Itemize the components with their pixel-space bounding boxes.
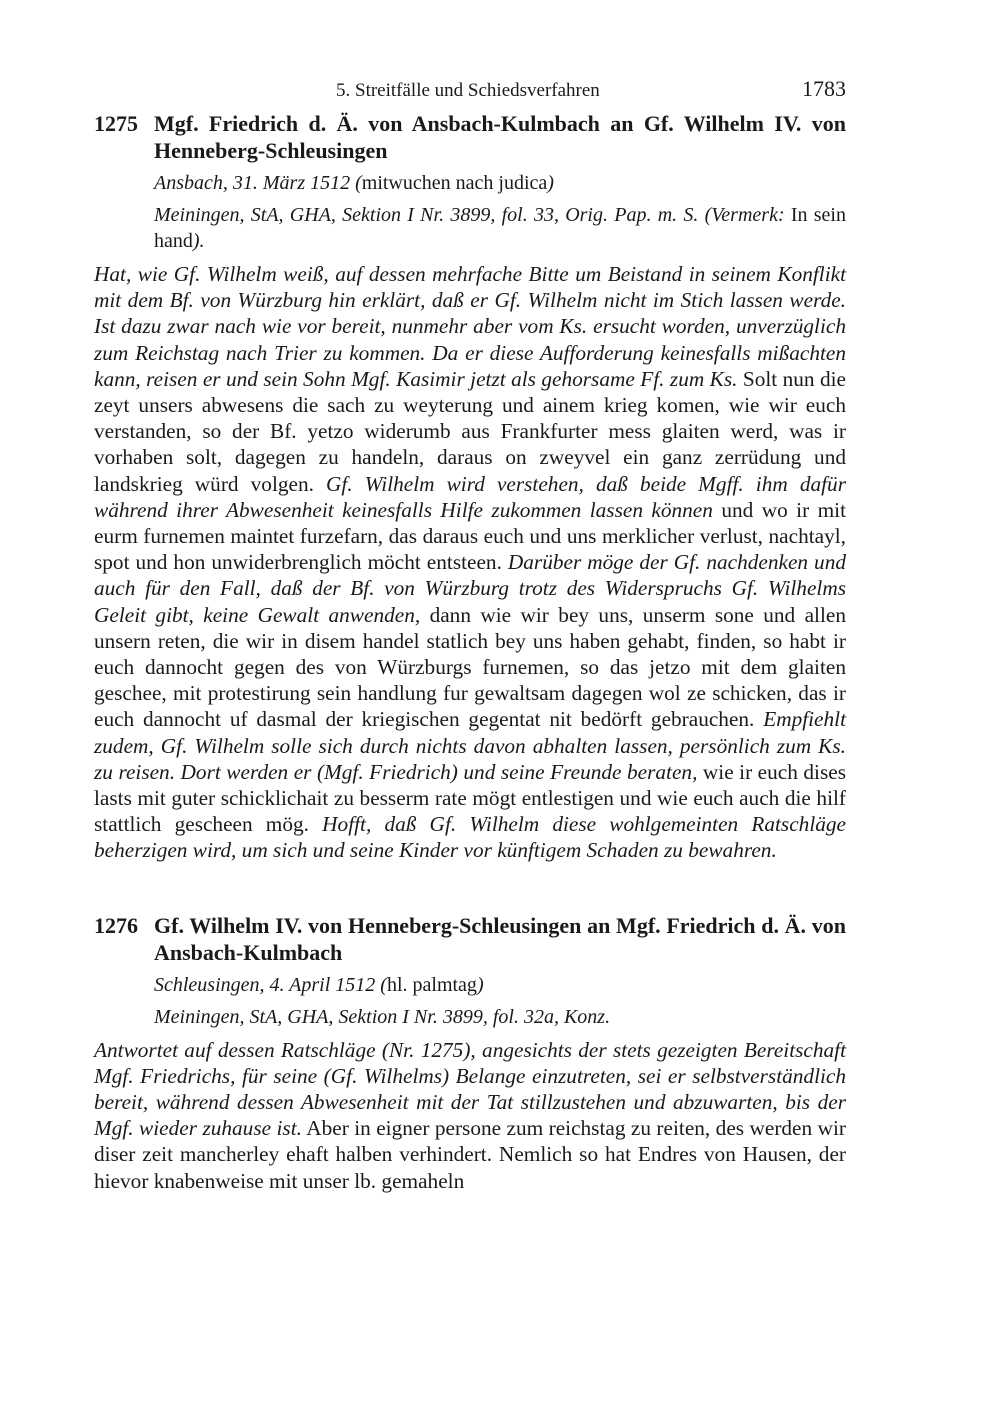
source-text: Meiningen, StA, GHA, Sektion I Nr. 3899, fol. 32a, Konz. — [154, 1005, 611, 1028]
entry-source — [154, 1004, 846, 1030]
source-close: ). — [192, 230, 205, 252]
entry-number: 1276 — [94, 912, 138, 938]
entry-source — [154, 202, 846, 254]
quoted-text: dann wie wir bey uns, unserm sone und allen unsern reten, die wir in disem handel statlich bey uns haben gehabt, finden, so habt ir euch dannocht gegen des von Würzburgs furnemen, so das jetzo mit dem glaiten geschee, mit protestirung sein handlung fur gewaltsam dagegen wol ze schicken, das ir euch dannocht uf dasmal der kriegischen gegentat nit bedörft gebrauchen. — [94, 602, 846, 732]
source-quote: In sein hand — [154, 204, 846, 252]
entry-1275 — [94, 110, 846, 864]
entry-body — [94, 1037, 846, 1194]
regest-text: Darüber möge der Gf. nachdenken und auch für den Fall, daß der Bf. von Würzburg trotz des Widerspruchs Gf. Wilhelms Geleit gibt, keine Gewalt anwenden, — [94, 550, 846, 627]
entry-spacer — [94, 864, 846, 912]
regest-text: Empfiehlt zudem, Gf. Wilhelm solle sich durch nichts davon abhalten lassen, persönlich zum Ks. zu reisen. Dort werden er (Mgf. Friedrich) und seine Freunde beraten, — [94, 707, 846, 784]
entry-heading — [94, 912, 846, 966]
regest-text: Hat, wie Gf. Wilhelm weiß, auf dessen mehrfache Bitte um Beistand in seinem Konflikt mit dem Bf. von Würzburg hin erklärt, daß er Gf. Wilhelm nicht im Stich lassen werde. Ist dazu zwar nach wie vor bereit, nunmehr aber vom Ks. ersucht worden, unverzüglich zum Reichstag nach Trier zu kommen. Da er diese Aufforderung keinesfalls mißachten kann, reisen er und sein Sohn Mgf. Kasimir jetzt als gehorsame Ff. zum Ks. — [94, 262, 846, 391]
running-head — [94, 76, 846, 110]
regest-text: Antwortet auf dessen Ratschläge (Nr. 1275), angesichts der stets gezeigten Bereitschaft Mgf. Friedrichs, für seine (Gf. Wilhelms) Belange einzutreten, sei er selbstverständlich bereit, während dessen Abwesenheit mit der Tat stillzustehen und abzuwarten, bis der Mgf. wieder zuhause ist. — [94, 1037, 846, 1141]
quoted-text: Aber in eigner persone zum reichstag zu reiten, des werden wir diser zeit mancherley ehaft halben verhindert. Nemlich so hat Endres von Hausen, der hievor knabenweise mit unser lb. gemaheln — [94, 1116, 846, 1193]
entry-heading — [94, 110, 846, 164]
entry-1276 — [94, 912, 846, 1194]
running-head-title: 5. Streitfälle und Schiedsverfahren — [336, 80, 600, 101]
date-place: Ansbach, 31. März 1512 ( — [154, 172, 362, 194]
quoted-text: wie ir euch dises lasts mit guter schicklichait zu besserm rate mögt entlestigen und wie euch auch die hilf stattlich gescheen mög. — [94, 759, 846, 837]
date-quote: mitwuchen nach judica — [361, 172, 548, 194]
regest-text: Hofft, daß Gf. Wilhelm diese wohlgemeinten Ratschläge beherzigen wird, um sich und seine Kinder vor künftigem Schaden zu bewahren. — [94, 812, 846, 863]
date-place: Schleusingen, 4. April 1512 ( — [154, 973, 387, 996]
source-text: Meiningen, StA, GHA, Sektion I Nr. 3899, fol. 33, Orig. Pap. m. S. (Vermerk: — [154, 204, 785, 226]
date-quote: hl. palmtag — [386, 973, 477, 996]
date-close: ) — [547, 172, 554, 194]
quoted-text: und wo ir mit eurm furnemen maintet furzefarn, das daraus euch und uns merklicher verlust, nachtayl, spot und hon unwiderbrenglich möcht entsteen. — [94, 497, 846, 575]
entry-title: Gf. Wilhelm IV. von Henneberg-Schleusingen an Mgf. Friedrich d. Ä. von Ansbach-Kulmbach — [154, 912, 846, 965]
entry-title: Mgf. Friedrich d. Ä. von Ansbach-Kulmbach an Gf. Wilhelm IV. von Henneberg-Schleusingen — [154, 111, 846, 163]
entry-date — [154, 170, 846, 196]
page — [94, 76, 846, 1194]
regest-text: Gf. Wilhelm wird verstehen, daß beide Mgff. ihm dafür während ihrer Abwesenheit keinesfalls Hilfe zukommen lassen können — [94, 471, 846, 522]
page-number: 1783 — [802, 76, 846, 101]
entry-body — [94, 261, 846, 864]
entry-number: 1275 — [94, 111, 138, 136]
quoted-text: Solt nun die zeyt unsers abwesens die sach zu weyterung und ainem krieg komen, wie wir euch verstanden, so der Bf. yetzo widerumb aus Frankfurter mess glaiten werd, was ir vorhaben solt, dagegen zu handeln, daraus on zweyvel ein ganz zerrüdung und landskrieg würd volgen. — [94, 366, 846, 496]
date-close: ) — [476, 973, 484, 996]
entry-date — [154, 972, 846, 998]
